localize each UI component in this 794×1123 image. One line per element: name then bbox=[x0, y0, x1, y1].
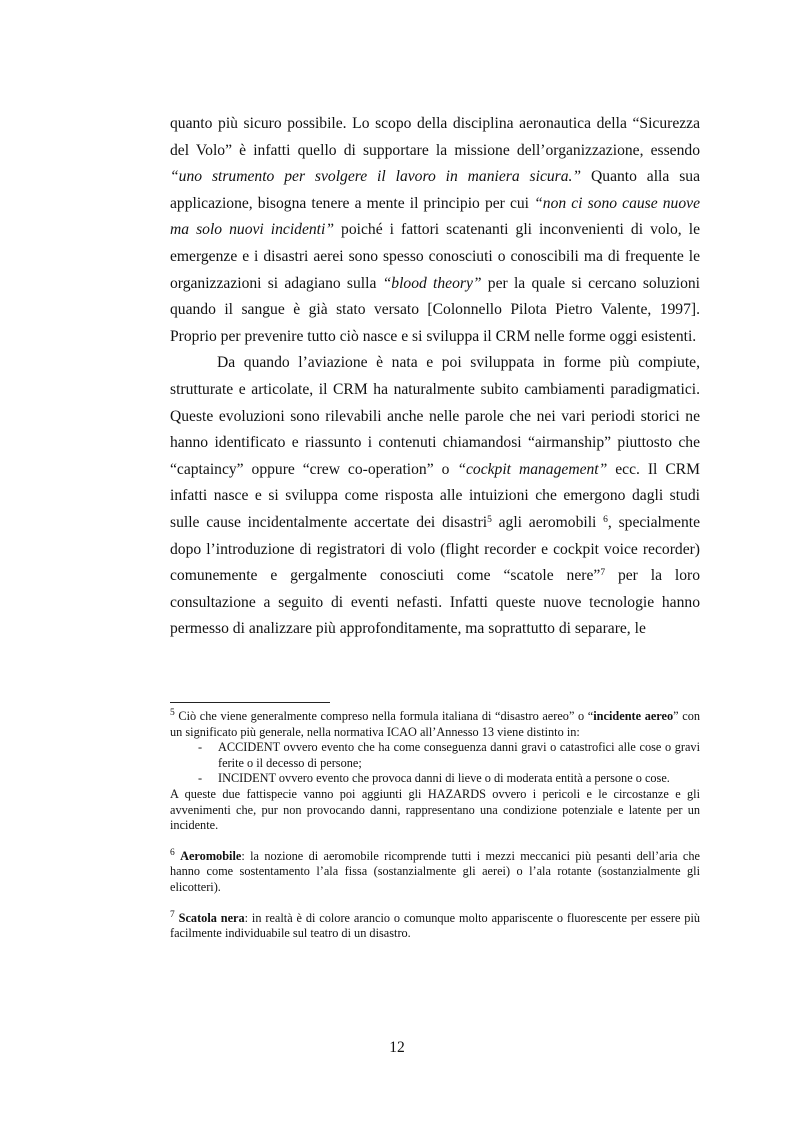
text-run: ecc. Il CRM infatti nasce e si sviluppa come risposta alle intuizioni che emergono dagli studi sulle cause incidentalmente accertate dei disastri bbox=[170, 460, 700, 531]
footnote-5-list bbox=[170, 740, 700, 787]
footnote-5-list-item bbox=[170, 771, 700, 787]
footnote-marker: 7 bbox=[600, 568, 606, 579]
footnotes bbox=[170, 709, 700, 942]
list-item-text: INCIDENT ovvero evento che provoca danni di lieve o di moderata entità a persone o cose. bbox=[218, 771, 670, 786]
bold-text: incidente aereo bbox=[593, 709, 674, 723]
page-number: 12 bbox=[389, 1039, 405, 1056]
footnote-5-outro: A queste due fattispecie vanno poi aggiunti gli HAZARDS ovvero i pericoli e le circostanze e gli avvenimenti che, pur non provocando danni, rappresentano una condizione potenziale e latente per un incidente. bbox=[170, 786, 700, 833]
footnote-marker: 6 bbox=[603, 514, 608, 525]
footnote-marker: 5 bbox=[170, 708, 175, 718]
text-run: quanto più sicuro possibile. Lo scopo della disciplina aeronautica della “Sicurezza del Volo” è infatti quello di supportare la missione dell’organizzazione, essendo bbox=[170, 115, 700, 159]
bold-text: Aeromobile bbox=[180, 848, 242, 863]
italic-text: “blood theory” bbox=[382, 274, 482, 292]
text-run: ” con un significato più generale, nella normativa ICAO all’Annesso 13 viene distinto in: bbox=[170, 709, 700, 739]
body-text bbox=[170, 111, 700, 643]
list-dash: - bbox=[198, 771, 203, 786]
text-run: Da quando l’aviazione è nata e poi sviluppata in forme più compiute, strutturate e articolate, il CRM ha naturalmente subito cambiamenti paradigmatici. Queste evoluzioni sono rilevabili anche nelle parole che nei vari periodi storici ne hanno identificato e riassunto i contenuti chiamandosi “airmanship” piuttosto che “captaincy” oppure “crew co-operation” o bbox=[170, 354, 700, 478]
text-run: : in realtà è di colore arancio o comunque molto appariscente o fluorescente per essere più facilmente individuabile sul teatro di un disastro. bbox=[170, 910, 701, 941]
text-run: agli aeromobili bbox=[491, 513, 604, 531]
italic-text: “uno strumento per svolgere il lavoro in maniera sicura.” bbox=[170, 168, 582, 186]
footnote-5 bbox=[170, 709, 700, 834]
body-paragraph bbox=[170, 111, 700, 350]
bold-text: Scatola nera bbox=[178, 910, 245, 925]
text-run: poiché i fattori scatenanti gli inconvenienti di volo, le emergenze e i disastri aerei sono spesso conosciuti o conoscibili ma di frequente le organizzazioni si adagiano sulla bbox=[170, 221, 700, 292]
text-run: : la nozione di aeromobile ricomprende tutti i mezzi meccanici più pesanti dell’aria che hanno come sostentamento l’ala fissa (sostanzialmente gli aerei) o l’ala rotante (sostanzialmente gli elicotteri). bbox=[170, 848, 700, 894]
text-run: per la loro consultazione a seguito di eventi nefasti. Infatti queste nuove tecnologie hanno permesso di analizzare più approfonditamente, ma soprattutto di separare, le bbox=[170, 567, 700, 638]
text-run: Quanto alla sua applicazione, bisogna tenere a mente il principio per cui bbox=[170, 168, 700, 212]
italic-text: “non ci sono cause nuove ma solo nuovi incidenti” bbox=[170, 194, 700, 239]
footnote-5-intro bbox=[170, 709, 700, 740]
footnote-7 bbox=[170, 911, 700, 942]
text-run: per la quale si cercano soluzioni quando il sangue è già stato versato [Colonnello Pilota Pietro Valente, 1997]. Proprio per prevenire tutto ciò nasce e si sviluppa il CRM nelle forme oggi esistenti. bbox=[170, 274, 700, 345]
text-run: Ciò che viene generalmente compreso nella formula italiana di “disastro aereo” o “ bbox=[174, 709, 594, 723]
italic-text: “cockpit management” bbox=[457, 460, 608, 478]
footnote-marker: 7 bbox=[170, 909, 175, 920]
footnote-marker: 6 bbox=[170, 847, 175, 858]
body-paragraph bbox=[170, 350, 700, 643]
footnote-marker: 5 bbox=[487, 514, 492, 525]
list-dash: - bbox=[198, 740, 203, 755]
footnote-6 bbox=[170, 849, 700, 896]
list-item-text: ACCIDENT ovvero evento che ha come conseguenza danni gravi o catastrofici alle cose o gravi ferite o il decesso di persone; bbox=[218, 740, 700, 770]
footnote-5-list-item bbox=[170, 740, 700, 771]
footnote-separator bbox=[170, 702, 330, 703]
text-run: , specialmente dopo l’introduzione di registratori di volo (flight recorder e cockpit voice recorder) comunemente e gergalmente conosciuti come “scatole nere” bbox=[170, 513, 700, 585]
